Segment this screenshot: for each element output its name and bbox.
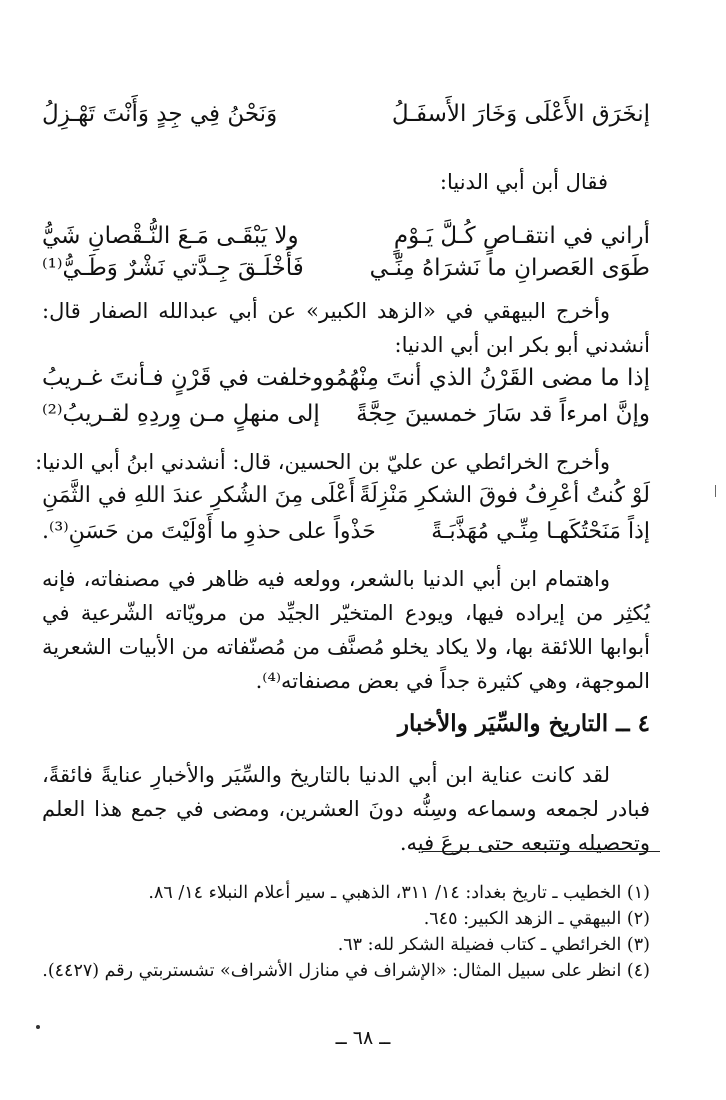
poem3-line2-left-hemistich: إلى منهلٍ مـن وِردِهِ لقـريبُ⁽²⁾: [42, 401, 320, 427]
paragraph-poetry-interest: واهتمام ابن أبي الدنيا بالشعر، وولعه فيه ظاهر في مصنفاته، فإنه يُكثِر من إيراده فيها، ويودع المتخيّر الجيِّد من مرويّاته الشّرعية في أبوابها اللائقة بها، ولا يكاد يخلو مُصنَّف من مُصنّفاته من الأبيات الشعرية الموجهة، وهي كثيرة جداً في بعض مصنفاته⁽⁴⁾.: [42, 567, 650, 693]
footnote-separator: [422, 851, 660, 852]
poem3-line2-right-hemistich: وإنَّ امرءاً قد سَارَ خمسينَ حِجَّةً: [356, 401, 650, 427]
paragraph-bayhaqi: وأخرج البيهقي في «الزهد الكبير» عن أبي عبدالله الصفار قال: أنشدني أبو بكر ابن أبي الدنيا:: [42, 299, 650, 357]
intro-ibn-abi-dunya: فقال أبن أبي الدنيا:: [439, 170, 608, 194]
footnote-4: (٤) انظر على سبيل المثال: «الإشراف في منازل الأشراف» تشستربتي رقم (٤٤٢٧).: [42, 961, 650, 981]
poem4-line2-right-hemistich: إذاً مَنَحْتُكَهـا مِنِّـي مُهَذَّبَـةً: [431, 519, 650, 544]
paragraph-history-care: لقد كانت عناية ابن أبي الدنيا بالتاريخ والسِّيَر والأخبارِ عنايةً فائقةً، فبادر لجمعه وسماعه وسِنُّه دونَ العشرين، ومضى في جمع هذا العلم وتحصيله وتتبعه حتى برعَ فيه.: [42, 763, 650, 855]
poem2-line2-right-hemistich: طَوَى العَصرانِ ما نَشرَاهُ مِنِّـي: [369, 255, 650, 281]
footnote-1: (١) الخطيب ـ تاريخ بغداد: ١٤/ ٣١١، الذهبي ـ سير أعلام النبلاء ١٤/ ٨٦.: [148, 883, 650, 903]
poem3-line1-right-hemistich: إذا ما مضى القَرْنُ الذي أنتَ مِنْهُمُو: [323, 365, 650, 391]
poem2-line1-right-hemistich: أراني في انتقـاصٍ كُـلَّ يَـوْمٍ: [393, 223, 650, 249]
poem2-line2-left-hemistich: فَأَخْلَـقَ جِـدَّتي نَشْرٌ وَطَـيُّ⁽¹⁾: [42, 255, 304, 281]
poem4-line1-left-hemistich: أَعْلَى مِنَ الشُكرِ عندَ اللهِ في الثَّمَنِ: [42, 483, 356, 508]
section-heading-history: ٤ ــ التاريخ والسِّيَر والأخبار: [397, 710, 650, 737]
poem4-line1-right-hemistich: لَوْ كُنتُ أعْرِفُ فوقَ الشكرِ مَنْزِلَةً: [359, 483, 650, 508]
paragraph-kharaiti: وأخرج الخرائطي عن عليّ بن الحسين، قال: أنشدني ابنُ أبي الدنيا:: [35, 450, 610, 474]
scan-dot-mark: [36, 1025, 40, 1029]
poem1-line1-left-hemistich: وَنَحْنُ فِي جِدٍ وَأَنْتَ تَهْـزِلُ: [42, 101, 278, 127]
footnote-3: (٣) الخرائطي ـ كتاب فضيلة الشكر لله: ٦٣.: [337, 935, 650, 955]
scan-edge-mark: [715, 485, 716, 497]
footnotes: [42, 880, 650, 984]
poem1-line1-right-hemistich: إنخَرَق الأَعْلَى وَخَارَ الأَسفَـلُ: [391, 101, 650, 127]
page-number: ــ ٦٨ ــ: [335, 1027, 391, 1049]
poem3-line1-left-hemistich: وخلفت في قَرْنٍ فـأنتَ غـريبُ: [42, 365, 324, 391]
poem4-line2-left-hemistich: حَذْواً على حذوِ ما أَوْلَيْتَ من حَسَنِ⁽³⁾.: [42, 519, 376, 544]
poem2-line1-left-hemistich: ولا يَبْقَـى مَـعَ النُّـقْصانِ شَيُّ: [42, 223, 299, 249]
footnote-2: (٢) البيهقي ـ الزهد الكبير: ٦٤٥.: [423, 909, 650, 929]
